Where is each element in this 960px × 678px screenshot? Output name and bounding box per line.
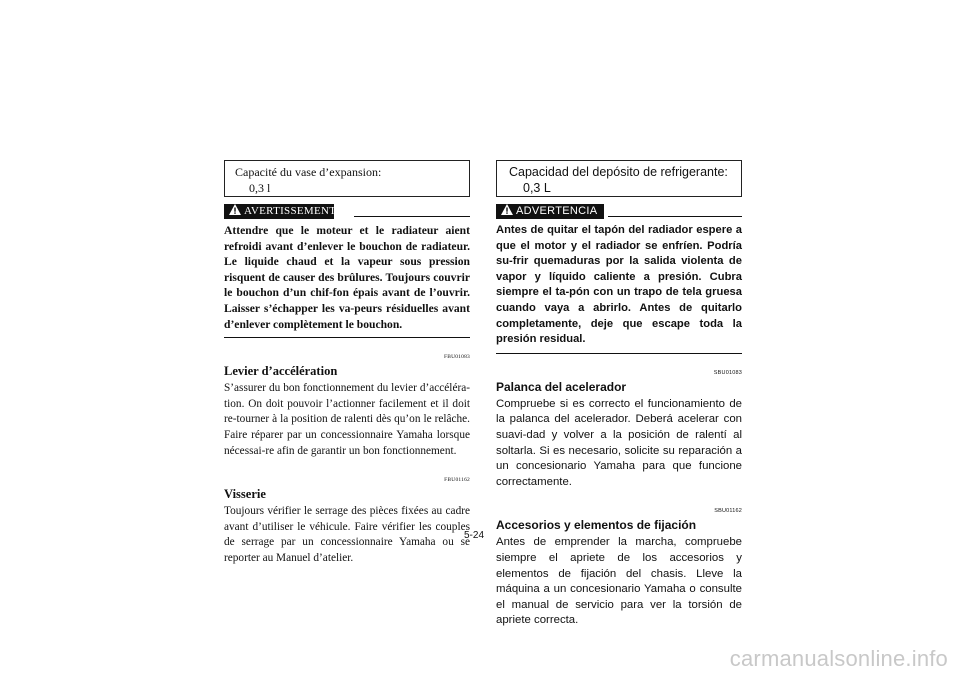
warning-triangle-icon	[229, 204, 241, 215]
warning-header	[496, 204, 742, 220]
section-title-fasteners: Visserie	[224, 487, 266, 502]
section-title-fasteners: Accesorios y elementos de fijación	[496, 518, 697, 533]
section-code: SBU01083	[713, 369, 742, 376]
warning-rule	[608, 216, 742, 217]
section-body-throttle: S’assurer du bon fonctionnement du levier d’accéléra-tion. On doit pouvoir l’actionner facilement et il doit re-tourner à la position de ralenti dès qu’on le relâche. Faire réparer par un concessionnaire Yamaha lorsque nécessai-re afin de garantir un bon fonctionnement.	[224, 382, 470, 457]
section-title-throttle: Levier d’accélération	[224, 364, 338, 379]
warning-badge	[496, 204, 604, 219]
section-body-fasteners: Antes de emprender la marcha, compruebe siempre el apriete de los accesorios y elementos de fijación del chasis. Lleve la máquina a un concesionario Yamaha o consulte el manual de servicio para ver la torsión de apriete correcta.	[496, 536, 742, 627]
section-title-throttle: Palanca del acelerador	[496, 379, 627, 394]
page-number: 5-24	[464, 530, 485, 541]
spec-value: 0,3 L	[523, 181, 551, 195]
section-code: FBU01162	[444, 477, 470, 484]
warning-text: Attendre que le moteur et le radiateur aient refroidi avant d’enlever le bouchon de radiateur. Le liquide chaud et la vapeur sous pression risquent de causer des brûlures. Toujours couvrir le bouchon d’un chif-fon épais avant de l’ouvrir. Laisser s’échapper les va-peurs résiduelles avant d’enlever complètement le bouchon.	[224, 223, 470, 338]
section-code: SBU01162	[714, 508, 742, 515]
spec-label: Capacité du vase d’expansion:	[235, 165, 382, 179]
warning-rule	[354, 216, 470, 217]
warning-text: Antes de quitar el tapón del radiador espere a que el motor y el radiador se enfríen. Podría su-frir quemaduras por la salida violenta de vapor y líquido caliente a presión. Cubra siempre el ta-pón con un trapo de tela gruesa cuando vaya a abrirlo. Antes de quitarlo completamente, deje que escape toda la presión residual.	[496, 223, 742, 354]
section-body-fasteners: Toujours vérifier le serrage des pièces fixées au cadre avant d’utiliser le véhicule. Faire vérifier les couples de serrage par un concessionnaire Yamaha ou se reporter au Manuel d’atelier.	[224, 505, 470, 564]
warning-header	[224, 204, 470, 220]
section-code: FBU01083	[443, 354, 470, 361]
warning-badge	[224, 204, 337, 219]
warning-badge-label: ADVERTENCIA	[516, 205, 598, 217]
french-column	[224, 160, 470, 567]
spec-value: 0,3 l	[249, 181, 271, 195]
watermark: carmanualsonline.info	[729, 646, 948, 671]
spanish-column	[496, 160, 742, 629]
warning-badge-label: AVERTISSEMENT	[244, 205, 337, 217]
capacity-spec-box	[496, 160, 742, 197]
spec-label: Capacidad del depósito de refrigerante:	[509, 165, 728, 179]
capacity-spec-box	[224, 160, 470, 197]
section-body-throttle: Compruebe si es correcto el funcionamiento de la palanca del acelerador. Deberá acelerar con suavi-dad y volver a la posición de ralentí al soltarla. Si es necesario, solicite su reparación a un concesionario Yamaha para que funcione correctamente.	[496, 397, 742, 488]
warning-triangle-icon	[501, 204, 513, 215]
